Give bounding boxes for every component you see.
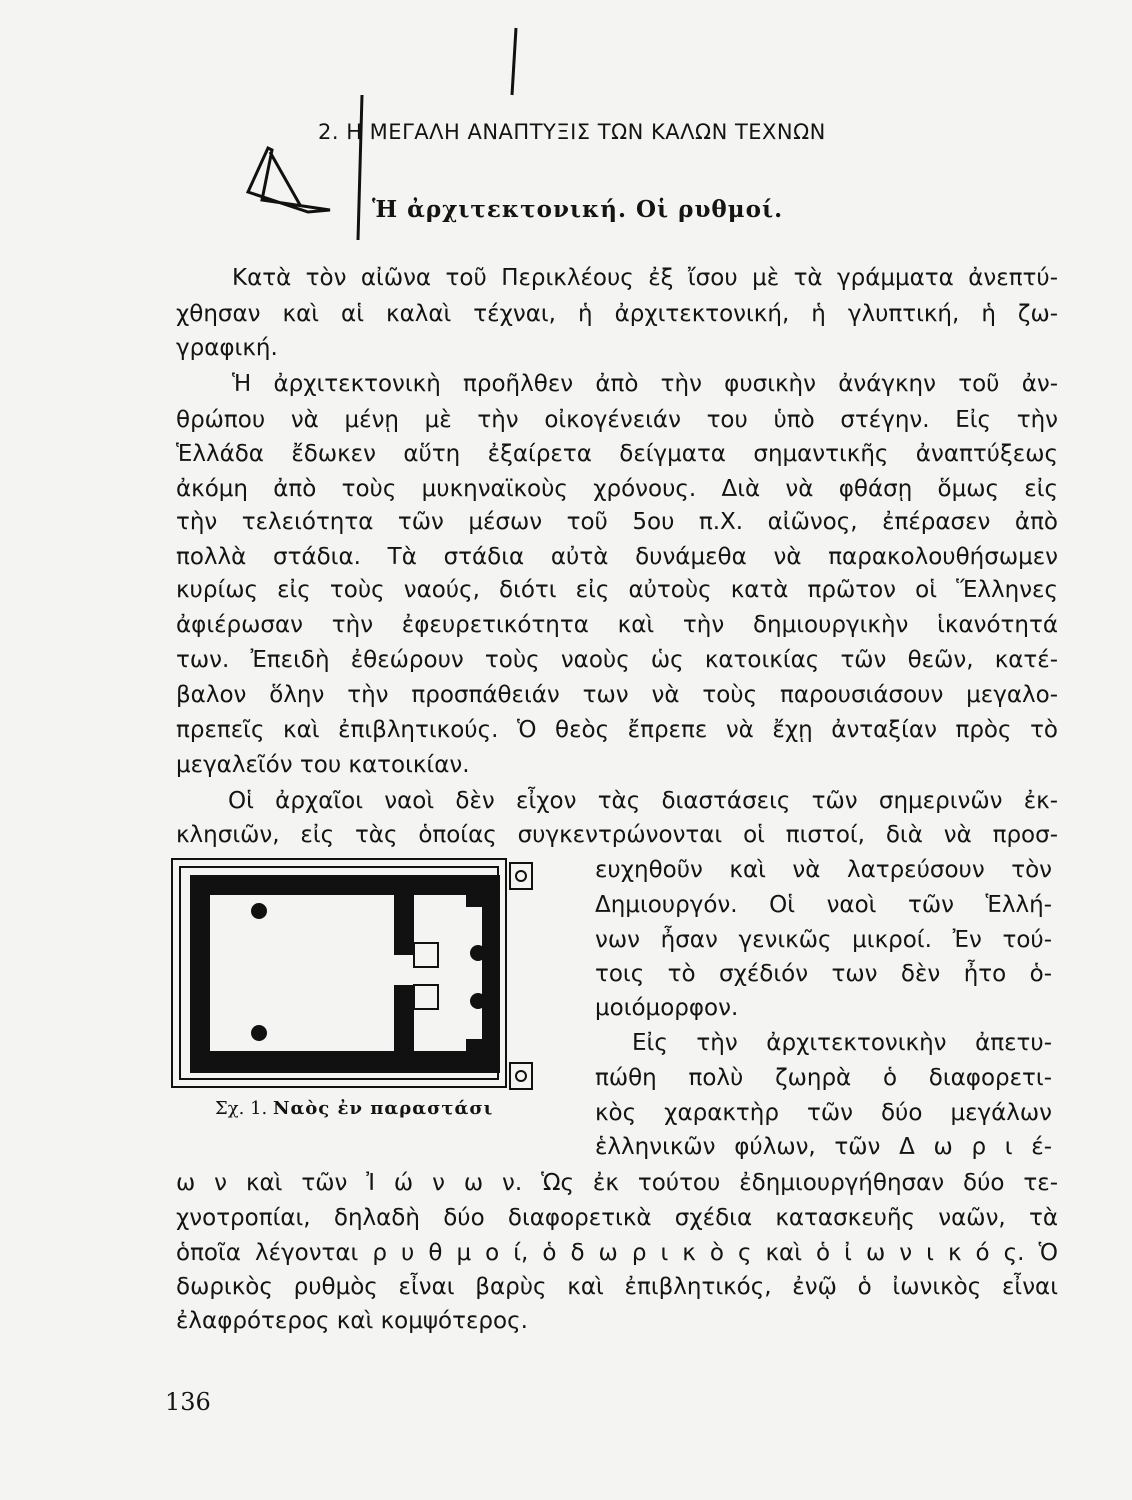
- figure-number: Σχ. 1.: [215, 1098, 268, 1119]
- temple-floor-plan-figure: [170, 855, 542, 1095]
- text-line: πώθη πολὺ ζωηρὰ ὁ διαφορετι-: [595, 1065, 1052, 1091]
- text-line: τὴν τελειότητα τῶν μέσων τοῦ 5ου π.Χ. αἰῶνος, ἐπέρασεν ἀπὸ: [176, 509, 1058, 535]
- text-line: ἑλληνικῶν φύλων, τῶν Δ ω ρ ι έ-: [595, 1134, 1052, 1160]
- figure-title: Ναὸς ἐν παραστάσι: [273, 1098, 494, 1119]
- text-line: Δημιουργόν. Οἱ ναοὶ τῶν Ἑλλή-: [595, 892, 1052, 918]
- chapter-heading: 2. Η ΜΕΓΑΛΗ ΑΝΑΠΤΥΞΙΣ ΤΩΝ ΚΑΛΩΝ ΤΕΧΝΩΝ: [318, 120, 826, 144]
- text-line: μοιόμορφον.: [595, 995, 739, 1021]
- text-line: Οἱ ἀρχαῖοι ναοὶ δὲν εἶχον τὰς διαστάσεις τῶν σημερινῶν ἐκ-: [228, 788, 1058, 814]
- text-line: γραφική.: [176, 335, 278, 361]
- text-line: πολλὰ στάδια. Τὰ στάδια αὐτὰ δυνάμεθα νὰ παρακολουθήσωμεν: [176, 544, 1058, 570]
- text-line: ἀφιέρωσαν τὴν ἐφευρετικότητα καὶ τὴν δημιουργικὴν ἱκανότητά: [176, 612, 1058, 638]
- section-heading: Ἡ ἀρχιτεκτονική. Οἱ ρυθμοί.: [372, 196, 784, 223]
- text-line: ευχηθοῦν καὶ νὰ λατρεύσουν τὸν: [595, 857, 1052, 883]
- text-line: πρεπεῖς καὶ ἐπιβλητικούς. Ὁ θεὸς ἔπρεπε νὰ ἔχῃ ἀνταξίαν πρὸς τὸ: [176, 717, 1058, 743]
- text-line: ὁποῖα λέγονται ρ υ θ μ ο ί, ὁ δ ω ρ ι κ ὸ ς καὶ ὁ ἰ ω ν ι κ ό ς. Ὁ: [176, 1240, 1058, 1266]
- text-line: Κατὰ τὸν αἰῶνα τοῦ Περικλέους ἐξ ἴσου μὲ τὰ γράμματα ἀνεπτύ-: [232, 265, 1058, 291]
- handwritten-marks: [0, 0, 1132, 300]
- text-line: νων ἦσαν γενικῶς μικροί. Ἐν τού-: [595, 927, 1052, 953]
- text-line: τοις τὸ σχέδιόν των δὲν ἦτο ὁ-: [595, 961, 1052, 987]
- text-line: κυρίως εἰς τοὺς ναούς, διότι εἰς αὐτοὺς κατὰ πρῶτον οἱ Ἕλληνες: [176, 577, 1058, 603]
- text-line: χθησαν καὶ αἱ καλαὶ τέχναι, ἡ ἀρχιτεκτονική, ἡ γλυπτική, ἡ ζω-: [176, 301, 1058, 327]
- text-line: θρώπου νὰ μένῃ μὲ τὴν οἰκογένειάν του ὑπὸ στέγην. Εἰς τὴν: [176, 407, 1058, 433]
- text-line: ω ν καὶ τῶν Ἰ ώ ν ω ν. Ὡς ἐκ τούτου ἐδημιουργήθησαν δύο τε-: [176, 1170, 1058, 1196]
- text-line: χνοτροπίαι, δηλαδὴ δύο διαφορετικὰ σχέδια κατασκευῆς ναῶν, τὰ: [176, 1205, 1058, 1231]
- handwritten-delta-mark: [248, 148, 330, 212]
- text-line: Ἑλλάδα ἔδωκεν αὕτη ἐξαίρετα δείγματα σημαντικῆς ἀναπτύξεως: [176, 441, 1058, 467]
- text-line: των. Ἐπειδὴ ἐθεώρουν τοὺς ναοὺς ὡς κατοικίας τῶν θεῶν, κατέ-: [176, 647, 1058, 673]
- text-line: βαλον ὅλην τὴν προσπάθειάν των νὰ τοὺς παρουσιάσουν μεγαλο-: [176, 682, 1058, 708]
- handwritten-vertical-line: [358, 95, 362, 240]
- text-line: ἐλαφρότερος καὶ κομψότερος.: [176, 1308, 528, 1334]
- page-number: 136: [165, 1388, 211, 1416]
- text-line: Εἰς τὴν ἀρχιτεκτονικὴν ἀπετυ-: [632, 1030, 1052, 1056]
- text-line: Ἡ ἀρχιτεκτονικὴ προῆλθεν ἀπὸ τὴν φυσικὴν ἀνάγκην τοῦ ἀν-: [232, 371, 1058, 397]
- text-line: ἀκόμη ἀπὸ τοὺς μυκηναϊκοὺς χρόνους. Διὰ νὰ φθάσῃ ὅμως εἰς: [176, 476, 1058, 502]
- text-line: μεγαλεῖόν του κατοικίαν.: [176, 752, 470, 778]
- text-line: δωρικὸς ρυθμὸς εἶναι βαρὺς καὶ ἐπιβλητικός, ἐνῷ ὁ ἰωνικὸς εἶναι: [176, 1274, 1058, 1300]
- text-line: κλησιῶν, εἰς τὰς ὁποίας συγκεντρώνονται οἱ πιστοί, διὰ νὰ προσ-: [176, 822, 1058, 848]
- text-line: κὸς χαρακτὴρ τῶν δύο μεγάλων: [595, 1100, 1052, 1126]
- figure-caption: [215, 1098, 493, 1119]
- pen-stroke-mark: [512, 28, 516, 95]
